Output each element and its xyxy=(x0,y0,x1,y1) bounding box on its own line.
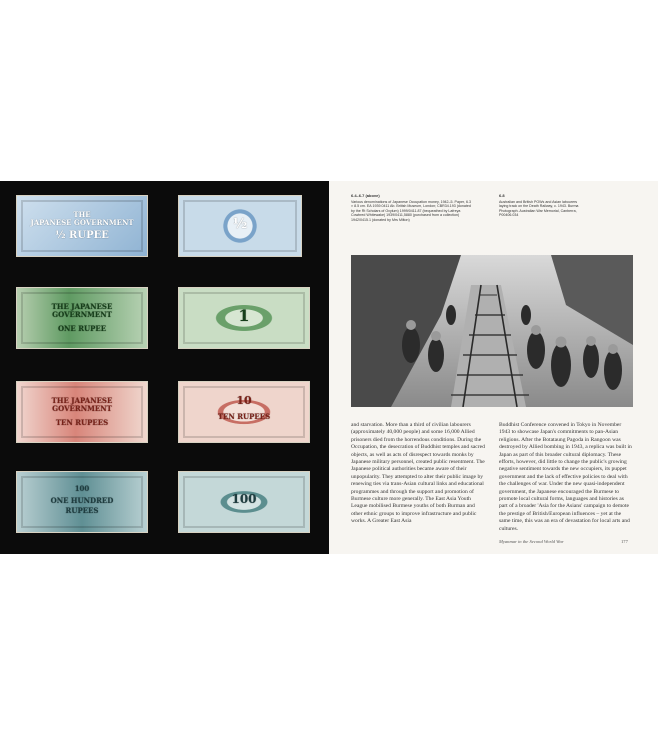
caption-text: Australian and British POWs and Asian labourers laying track on the Death Railway, c. 1943. Burma Photograph. Australian War Memorial, Canberra, P00406.034 xyxy=(499,199,579,218)
photograph-image xyxy=(351,255,633,407)
page-number: 177 xyxy=(621,539,628,544)
note-line: THE JAPANESE xyxy=(51,396,113,405)
note-line: 10 xyxy=(236,394,252,407)
note-line: 100 xyxy=(231,492,257,506)
note-line: GOVERNMENT xyxy=(52,310,112,319)
caption-left xyxy=(351,194,471,223)
note-line: ½ xyxy=(232,216,248,232)
note-line: ½ RUPEE xyxy=(55,230,109,241)
note-line: RUPEES xyxy=(65,506,99,515)
ten-rupees-back-note xyxy=(178,381,310,443)
one-rupee-front-note xyxy=(16,287,148,349)
railway-photograph xyxy=(351,255,633,407)
note-line: THE xyxy=(73,210,91,219)
book-spread xyxy=(0,181,658,554)
caption-number: 6.8 xyxy=(499,193,505,198)
note-line: TEN RUPEES xyxy=(55,418,109,427)
half-rupee-back-note xyxy=(178,195,302,257)
hundred-rupees-back-note xyxy=(178,471,310,533)
hundred-rupees-front-note xyxy=(16,471,148,533)
note-line: GOVERNMENT xyxy=(52,404,112,413)
note-line: ONE HUNDRED xyxy=(50,496,114,505)
one-rupee-back-note xyxy=(178,287,310,349)
note-line: JAPANESE GOVERNMENT xyxy=(30,218,134,227)
note-line: 100 xyxy=(74,484,90,493)
note-line: TEN RUPEES xyxy=(217,412,271,421)
caption-text: Various denominations of Japanese Occupation money, 1942–5. Paper, 6.3 × 8.5 cm. EA 1939.0411 Ab. British Museum, London; CBR34.193 (donated by the Rt Scholars of Oxylum) 1999/0411.87 (bequeathed by Lafreya Cowbred Whitewake) 1939/0411,5880 (purchased from a collection) 1942/0415.1 (donated by Mrs Milton) xyxy=(351,199,471,222)
note-line: 1 xyxy=(238,306,250,325)
note-line: THE JAPANESE xyxy=(51,302,113,311)
ten-rupees-front-note xyxy=(16,381,148,443)
right-page xyxy=(329,181,658,554)
caption-number: 6.4–6.7 (above) xyxy=(351,193,380,198)
running-head: Myanmar in the Second World War xyxy=(499,539,564,544)
body-column-1: and starvation. More than a third of civilian labourers (approximately 40,000 people) and some 16,000 Allied prisoners died from the horrendous conditions. During the Occupation, the desecration of Buddhist temples and sacred objects, as well as acts of disrespect towards monks by Japanese military personnel, created public resentment. The Japanese political authorities became aware of their unpopularity. They attempted to alter their public image by renewing ties via trans-Asian cultural links and educational programmes and through the support and promotion of Burmese culture more generally. The East Asia Youth League mobilised Burmese youths of both Burman and other ethnic groups to improve infrastructure and public works. A Greater East Asia xyxy=(351,422,485,525)
half-rupee-front-note xyxy=(16,195,148,257)
body-column-2: Buddhist Conference convened in Tokyo in November 1943 to showcase Japan's commitments to pan-Asian religions. After the Botataung Pagoda in Rangoon was destroyed by Allied bombing in 1943, a replica was built in Japan as part of this broader cultural diplomacy. These efforts, however, did little to change the public's growing negative sentiment towards the new occupiers, its puppet government and the lack of effective policies to deal with the challenges of war. Under the new quasi-independent government, the Japanese encouraged the Burmese to promote local cultural forms, languages and histories as part of a broader 'Asia for the Asians' campaign to demote the prestige of British/European influences – yet at the same time, this was an era of devastation for local arts and cultures. xyxy=(499,422,632,532)
caption-right xyxy=(499,194,579,218)
note-line: ONE RUPEE xyxy=(57,324,107,333)
left-page-banknotes xyxy=(0,181,329,554)
